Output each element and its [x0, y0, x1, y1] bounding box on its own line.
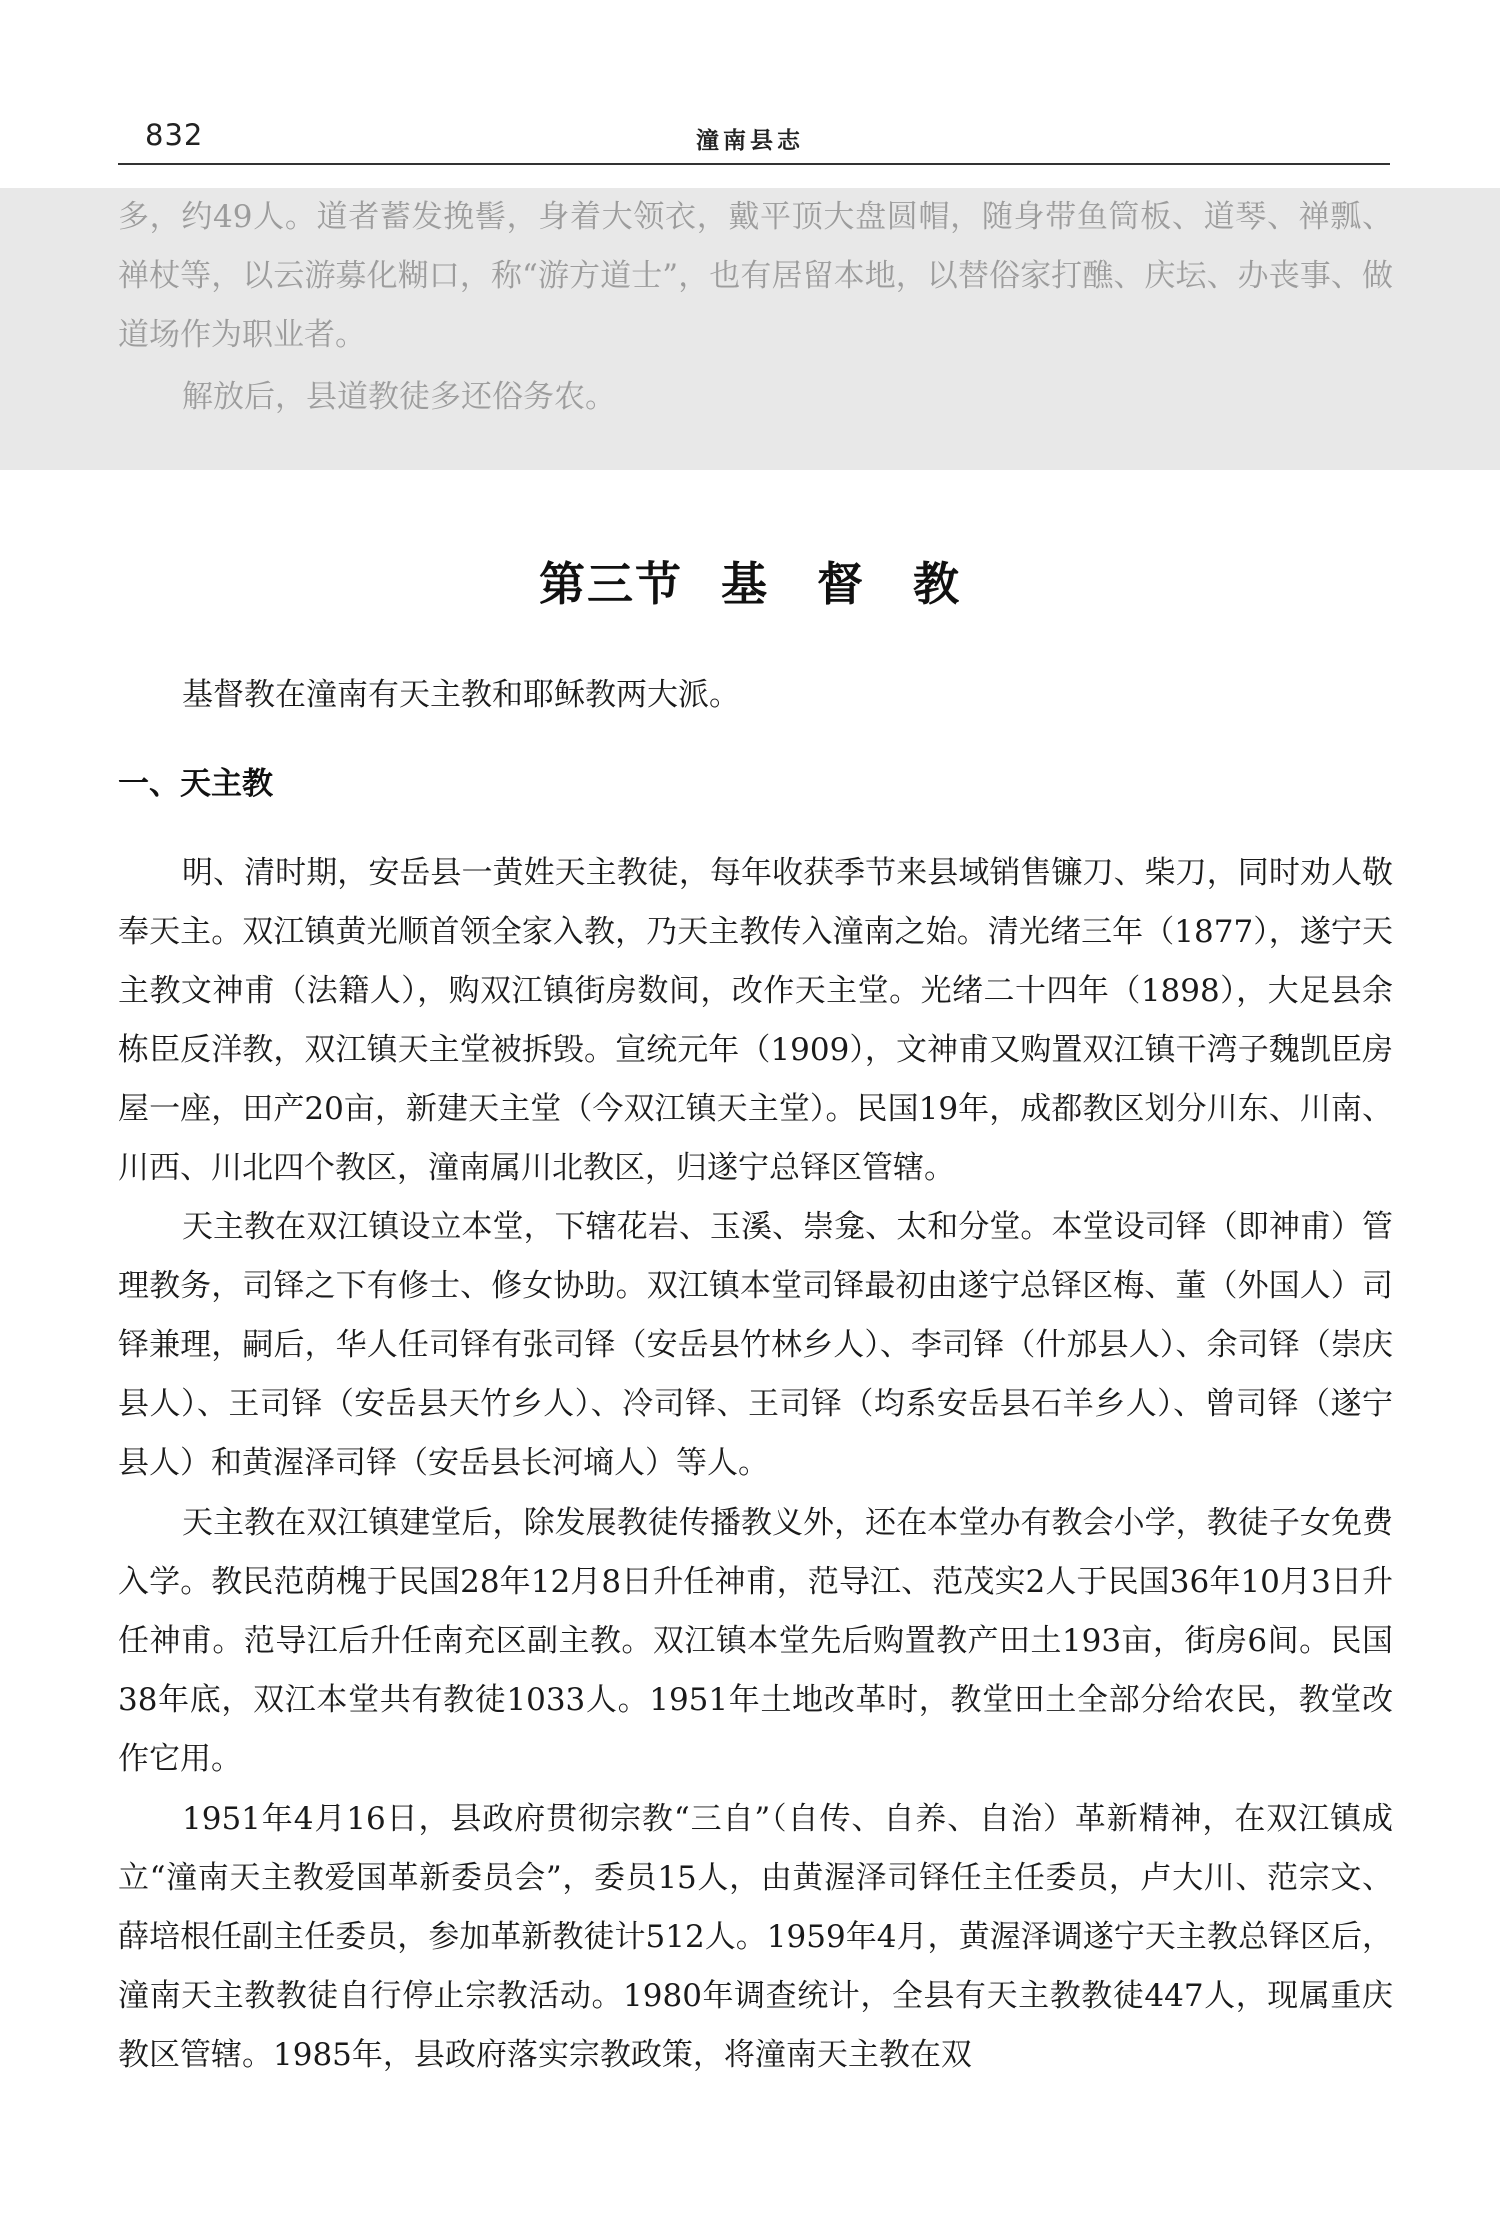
body-paragraph-2: 天主教在双江镇设立本堂，下辖花岩、玉溪、崇龛、太和分堂。本堂设司铎（即神甫）管理教务，司铎之下有修士、修女协助。双江镇本堂司铎最初由遂宁总铎区梅、董（外国人）司铎兼理，嗣后，华人任司铎有张司铎（安岳县竹林乡人）、李司铎（什邡县人）、余司铎（崇庆县人）、王司铎（安岳县天竹乡人）、冷司铎、王司铎（均系安岳县石羊乡人）、曾司铎（遂宁县人）和黄渥泽司铎（安岳县长河墒人）等人。	[118, 1209, 1393, 1481]
section-title-name: 基 督 教	[721, 557, 961, 611]
body-paragraph-4: 1951年4月16日，县政府贯彻宗教“三自”（自传、自养、自治）革新精神，在双江镇成立“潼南天主教爱国革新委员会”，委员15人，由黄渥泽司铎任主任委员，卢大川、范宗文、薛培根任副主任委员，参加革新教徒计512人。1959年4月，黄渥泽调遂宁天主教总铎区后，潼南天主教教徒自行停止宗教活动。1980年调查统计，全县有天主教教徒447人，现属重庆教区管辖。1985年，县政府落实宗教政策，将潼南天主教在双	[118, 1801, 1394, 2073]
intro-paragraph: 基督教在潼南有天主教和耶稣教两大派。	[182, 677, 740, 713]
subheading-catholicism: 一、天主教	[118, 766, 273, 802]
body-paragraph-3: 天主教在双江镇建堂后，除发展教徒传播教义外，还在本堂办有教会小学，教徒子女免费入学。教民范荫槐于民国28年12月8日升任神甫，范导江、范茂实2人于民国36年10月3日升任神甫。范导江后升任南充区副主教。双江镇本堂先后购置教产田土193亩，街房6间。民国38年底，双江本堂共有教徒1033人。1951年土地改革时，教堂田土全部分给农民，教堂改作它用。	[118, 1505, 1393, 1777]
header-rule	[118, 163, 1390, 165]
section-title	[0, 548, 1500, 614]
faded-paragraph-1: 多，约49人。道者蓄发挽髻，身着大领衣，戴平顶大盘圆帽，随身带鱼筒板、道琴、禅瓢、禅杖等，以云游募化糊口，称“游方道士”，也有居留本地，以替俗家打醮、庆坛、办丧事、做道场作为职业者。	[118, 199, 1393, 353]
faded-previous-text-block	[0, 188, 1500, 470]
body-paragraph-1: 明、清时期，安岳县一黄姓天主教徒，每年收获季节来县域销售镰刀、柴刀，同时劝人敬奉天主。双江镇黄光顺首领全家入教，乃天主教传入潼南之始。清光绪三年（1877），遂宁天主教文神甫（法籍人），购双江镇街房数间，改作天主堂。光绪二十四年（1898），大足县余栋臣反洋教，双江镇天主堂被拆毁。宣统元年（1909），文神甫又购置双江镇干湾子魏凯臣房屋一座，田产20亩，新建天主堂（今双江镇天主堂）。民国19年，成都教区划分川东、川南、川西、川北四个教区，潼南属川北教区，归遂宁总铎区管辖。	[118, 855, 1393, 1186]
faded-paragraph-2: 解放后，县道教徒多还俗务农。	[182, 379, 616, 415]
page-number: 832	[145, 118, 204, 152]
section-title-number: 第三节	[539, 557, 683, 611]
running-title: 潼南县志	[696, 128, 804, 154]
